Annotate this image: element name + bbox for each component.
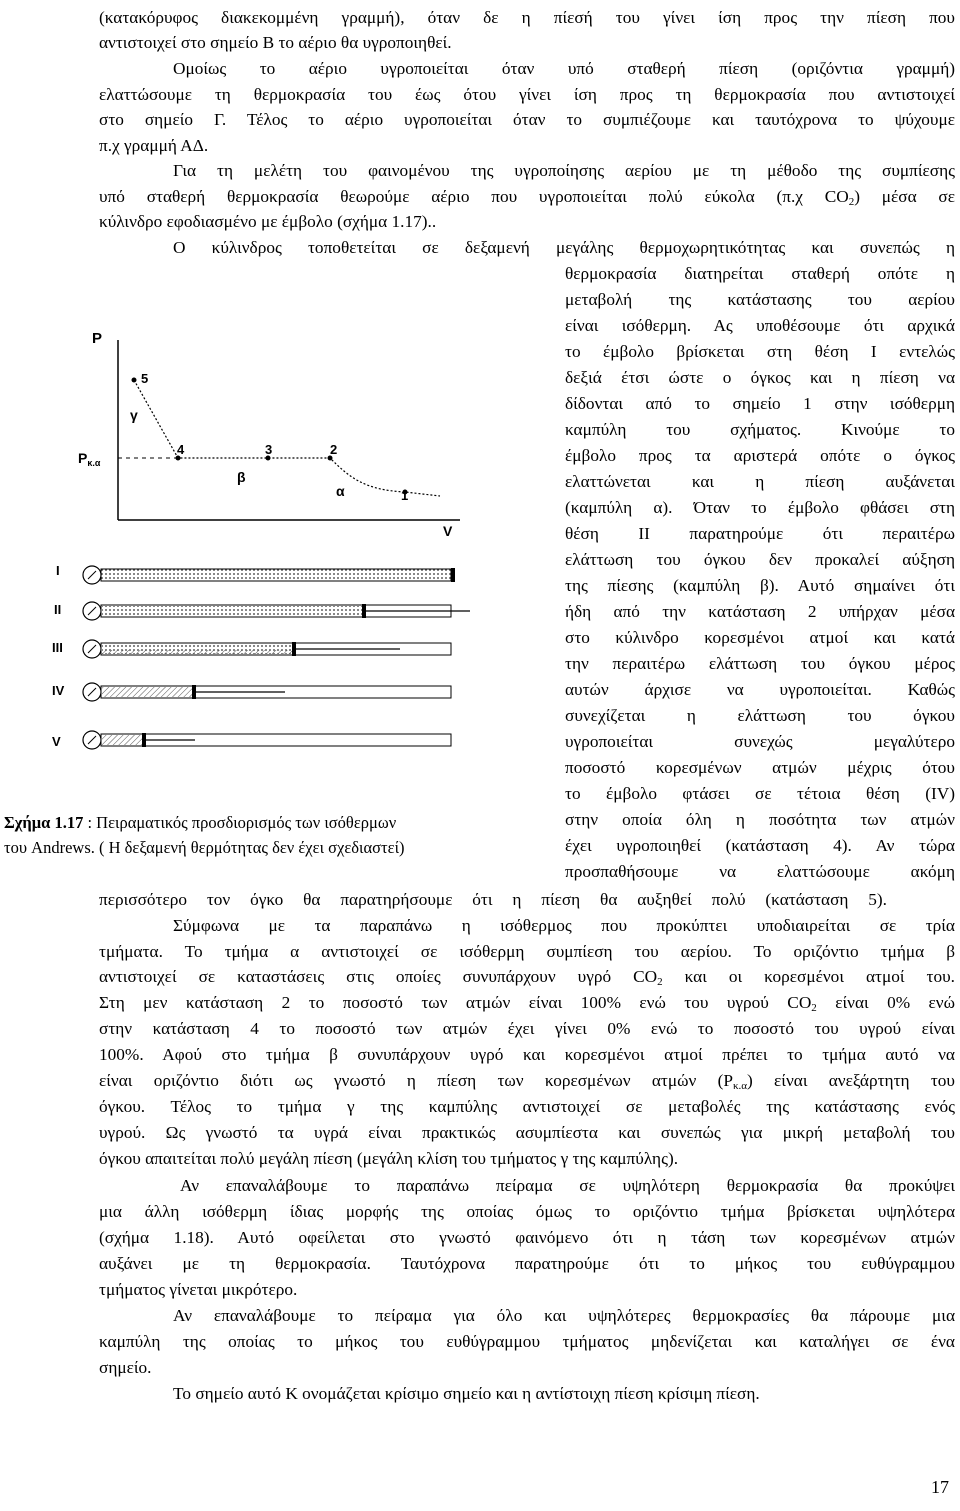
right-column-line: στο κύλινδρο κορεσμένοι ατμοί και κατά bbox=[565, 628, 955, 647]
text-line: όγκου. Τέλος το τμήμα γ της καμπύλης αντιστοιχεί σε μεταβολές της κατάστασης ενός bbox=[99, 1097, 955, 1116]
text-line: κύλινδρο εφοδιασμένο με έμβολο (σχήμα 1.17).. bbox=[99, 212, 437, 231]
cylinder-iv bbox=[83, 683, 451, 701]
right-column-line: ποσοστό κορεσμένων ατμών μέχρις ότου bbox=[565, 758, 955, 777]
text-line: αντιστοιχεί στο σημείο Β το αέριο θα υγροποιηθεί. bbox=[99, 33, 452, 52]
text-line bbox=[99, 968, 955, 988]
subscript: 2 bbox=[811, 1002, 817, 1014]
text-line: Αν επαναλάβουμε το παραπάνω πείραμα σε υψηλότερη θερμοκρασία θα προκύψει bbox=[180, 1176, 955, 1195]
right-column-line: την περαιτέρω ελάττωση του όγκου μέρος bbox=[565, 654, 955, 673]
right-column-line: συνεχίζεται η ελάττωση του όγκου bbox=[565, 706, 955, 725]
right-column-line: στην οποία όλη η ποσότητα των ατμών bbox=[565, 810, 955, 829]
text-line: περισσότερο τον όγκο θα παρατηρήσουμε ότι η πίεση θα αυξηθεί πολύ (κατάσταση 5). bbox=[99, 890, 887, 909]
right-column-line: θερμοκρασία διατηρείται σταθερή οπότε η bbox=[565, 264, 955, 283]
point-1-label: 1 bbox=[401, 488, 409, 503]
text-line: καμπύλη της οποίας το μήκος του ευθύγραμμου τμήματος μηδενίζεται και καταλήγει σε ένα bbox=[99, 1332, 955, 1351]
text-line: στο σημείο Γ. Τέλος το αέριο υγροποιείται όταν το συμπιέζουμε και ταυτόχρονα το ψύχουμε bbox=[99, 110, 955, 129]
text-line: υγρού. Ως γνωστό τα υγρά είναι πρακτικώς ασυμπίεστα και συνεπώς για μικρή μεταβολή του bbox=[99, 1123, 955, 1142]
cylinder-ii-label: II bbox=[54, 602, 62, 617]
text-line: Σύμφωνα με τα παραπάνω η ισόθερμος που προκύπτει υποδιαιρείται σε τρία bbox=[173, 916, 955, 935]
text-line: Ομοίως το αέριο υγροποιείται όταν υπό σταθερή πίεση (οριζόντια γραμμή) bbox=[173, 59, 955, 78]
point-3-label: 3 bbox=[265, 442, 273, 457]
text-fragment: αντιστοιχεί σε καταστάσεις στις οποίες συνυπάρχουν υγρό CO bbox=[99, 967, 658, 986]
segment-gamma-label: γ bbox=[130, 407, 138, 423]
cylinder-i-label: I bbox=[56, 563, 60, 578]
right-column-line: προσπαθήσουμε να ελαττώσουμε ακόμη bbox=[565, 862, 955, 881]
right-column-line: δεξιά έτσι ώστε ο όγκος και η πίεση να bbox=[565, 368, 955, 387]
cylinder-i bbox=[83, 566, 455, 584]
text-line: τμήματος γίνεται μικρότερο. bbox=[99, 1280, 298, 1299]
text-line: τμήματα. Το τμήμα α αντιστοιχεί σε ισόθερμη συμπίεση του αερίου. Το οριζόντιο τμήμα β bbox=[99, 942, 955, 961]
text-fragment: είναι οριζόντιο διότι ως γνωστό η πίεση των κορεσμένων ατμών (P bbox=[99, 1071, 733, 1090]
segment-alpha-label: α bbox=[336, 483, 345, 499]
text-line: (σχήμα 1.18). Αυτό οφείλεται στο γνωστό φαινόμενο ότι η τάση των κορεσμένων ατμών bbox=[99, 1228, 955, 1247]
right-column-line: (καμπύλη α). Όταν το έμβολο φθάσει στη bbox=[565, 498, 955, 517]
right-column-line: της πίεσης (καμπύλη β). Αυτό σημαίνει ότι bbox=[565, 576, 955, 595]
text-line: Αν επαναλάβουμε το πείραμα για όλο και υψηλότερες θερμοκρασίες θα πάρουμε μια bbox=[173, 1306, 955, 1325]
subscript: 2 bbox=[848, 196, 855, 208]
figure-number: Σχήμα 1.17 bbox=[4, 813, 84, 832]
segment-beta-label: β bbox=[237, 469, 246, 485]
right-column-line: ελαττώνεται και η πίεση αυξάνεται bbox=[565, 472, 955, 491]
right-column-line: είναι ισόθερμη. Ας υποθέσουμε ότι αρχικά bbox=[565, 316, 955, 335]
right-column-line: έμβολο προς τα αριστερά οπότε ο όγκος bbox=[565, 446, 955, 465]
right-column-line: δίδονται από το σημείο 1 στην ισόθερμη bbox=[565, 394, 955, 413]
subscript: κ.α bbox=[732, 1080, 748, 1092]
point-4-label: 4 bbox=[177, 442, 185, 457]
text-line bbox=[99, 1072, 955, 1092]
figure-caption-line-1 bbox=[4, 815, 396, 832]
right-column-line: αυτών άρχισε να υγροποιείται. Καθώς bbox=[565, 680, 955, 699]
right-column-line: ελάττωση του όγκου δεν προκαλεί αύξηση bbox=[565, 550, 955, 569]
text-fragment: είναι 0% ενώ bbox=[816, 993, 955, 1012]
cylinder-iii bbox=[83, 640, 451, 658]
cylinder-iii-label: III bbox=[52, 640, 63, 655]
text-line: ελαττώσουμε τη θερμοκρασία του έως ότου γίνει ίση προς τη θερμοκρασία που αντιστοιχεί bbox=[99, 85, 955, 104]
text-fragment: ) μέσα σε bbox=[854, 187, 955, 206]
point-2-label: 2 bbox=[330, 442, 338, 457]
text-line: Το σημείο αυτό Κ ονομάζεται κρίσιμο σημείο και η αντίστοιχη πίεση κρίσιμη πίεση. bbox=[173, 1384, 760, 1403]
saturation-pressure-label: $P_{\kappa.\alpha}$ bbox=[78, 450, 101, 468]
text-line: π.χ γραμμή ΑΔ. bbox=[99, 136, 209, 155]
right-column-line: θέση ΙΙ παρατηρούμε ότι περαιτέρω bbox=[565, 524, 955, 543]
text-fragment: και οι κορεσμένοι ατμοί του. bbox=[662, 967, 955, 986]
text-line: (κατακόρυφος διακεκομμένη γραμμή), όταν δε η πίεσή του γίνει ίση προς την πίεση που bbox=[99, 8, 955, 27]
cylinder-v bbox=[83, 731, 451, 749]
cylinder-ii bbox=[83, 602, 470, 620]
right-column-line: έχει υγροποιηθεί (κατάσταση 4). Αν τώρα bbox=[565, 836, 955, 855]
point-5 bbox=[132, 378, 137, 383]
isotherm-curve bbox=[134, 380, 440, 496]
text-line: σημείο. bbox=[99, 1358, 152, 1377]
right-column-line: ήδη από την κατάσταση 2 υπήρχαν μέσα bbox=[565, 602, 955, 621]
text-line bbox=[99, 994, 955, 1014]
subscript: 2 bbox=[657, 976, 663, 988]
right-column-line: μεταβολή της κατάστασης του αερίου bbox=[565, 290, 955, 309]
caption-text: : Πειραματικός προσδιορισμός των ισόθερμων bbox=[83, 813, 397, 832]
text-fragment: υπό σταθερή θερμοκρασία θεωρούμε αέριο που υγροποιείται πολύ εύκολα (π.χ CO bbox=[99, 187, 849, 206]
text-line bbox=[99, 188, 955, 208]
text-line: αυξάνει με τη θερμοκρασία. Ταυτόχρονα παρατηρούμε ότι το μήκος του ευθύγραμμου bbox=[99, 1254, 955, 1273]
text-line: Για τη μελέτη του φαινομένου της υγροποίησης αερίου με τη μέθοδο της συμπίεσης bbox=[173, 161, 955, 180]
cylinder-v-label: V bbox=[52, 734, 61, 749]
right-column-line: υγροποιείται συνεχώς μεγαλύτερο bbox=[565, 732, 955, 751]
text-line: όγκου απαιτείται πολύ μεγάλη πίεση (μεγάλη κλίση του τμήματος γ της καμπύλης). bbox=[99, 1149, 679, 1168]
text-line: 100%. Αφού στο τμήμα β συνυπάρχουν υγρό και κορεσμένοι ατμοί πρέπει το τμήμα αυτό να bbox=[99, 1045, 955, 1064]
text-fragment: ) είναι ανεξάρτητη του bbox=[747, 1071, 955, 1090]
point-5-label: 5 bbox=[141, 371, 149, 386]
text-fragment: Στη μεν κατάσταση 2 το ποσοστό των ατμών είναι 100% ενώ του υγρού CO bbox=[99, 993, 812, 1012]
right-column-line: καμπύλη του σχήματος. Κινούμε το bbox=[565, 420, 955, 439]
andrews-isotherm-figure bbox=[40, 320, 480, 760]
figure-caption-line-2: του Andrews. ( Η δεξαμενή θερμότητας δεν έχει σχεδιαστεί) bbox=[4, 838, 405, 857]
text-line: μια άλλη ισόθερμη ίδιας μορφής της οποίας όμως το οριζόντιο τμήμα βρίσκεται υψηλότερα bbox=[99, 1202, 955, 1221]
v-axis-label: V bbox=[443, 523, 453, 539]
right-column-line: το έμβολο φτάσει σε τέτοια θέση (IV) bbox=[565, 784, 955, 803]
text-line: Ο κύλινδρος τοποθετείται σε δεξαμενή μεγάλης θερμοχωρητικότητας και συνεπώς η bbox=[173, 238, 955, 257]
text-line: στην κατάσταση 4 το ποσοστό των ατμών έχει γίνει 0% ενώ το ποσοστό του υγρού είναι bbox=[99, 1019, 955, 1038]
cylinder-iv-label: IV bbox=[52, 683, 65, 698]
page-number: 17 bbox=[931, 1477, 949, 1497]
p-axis-label: P bbox=[92, 330, 103, 347]
right-column-line: το έμβολο βρίσκεται στη θέση Ι εντελώς bbox=[565, 342, 955, 361]
